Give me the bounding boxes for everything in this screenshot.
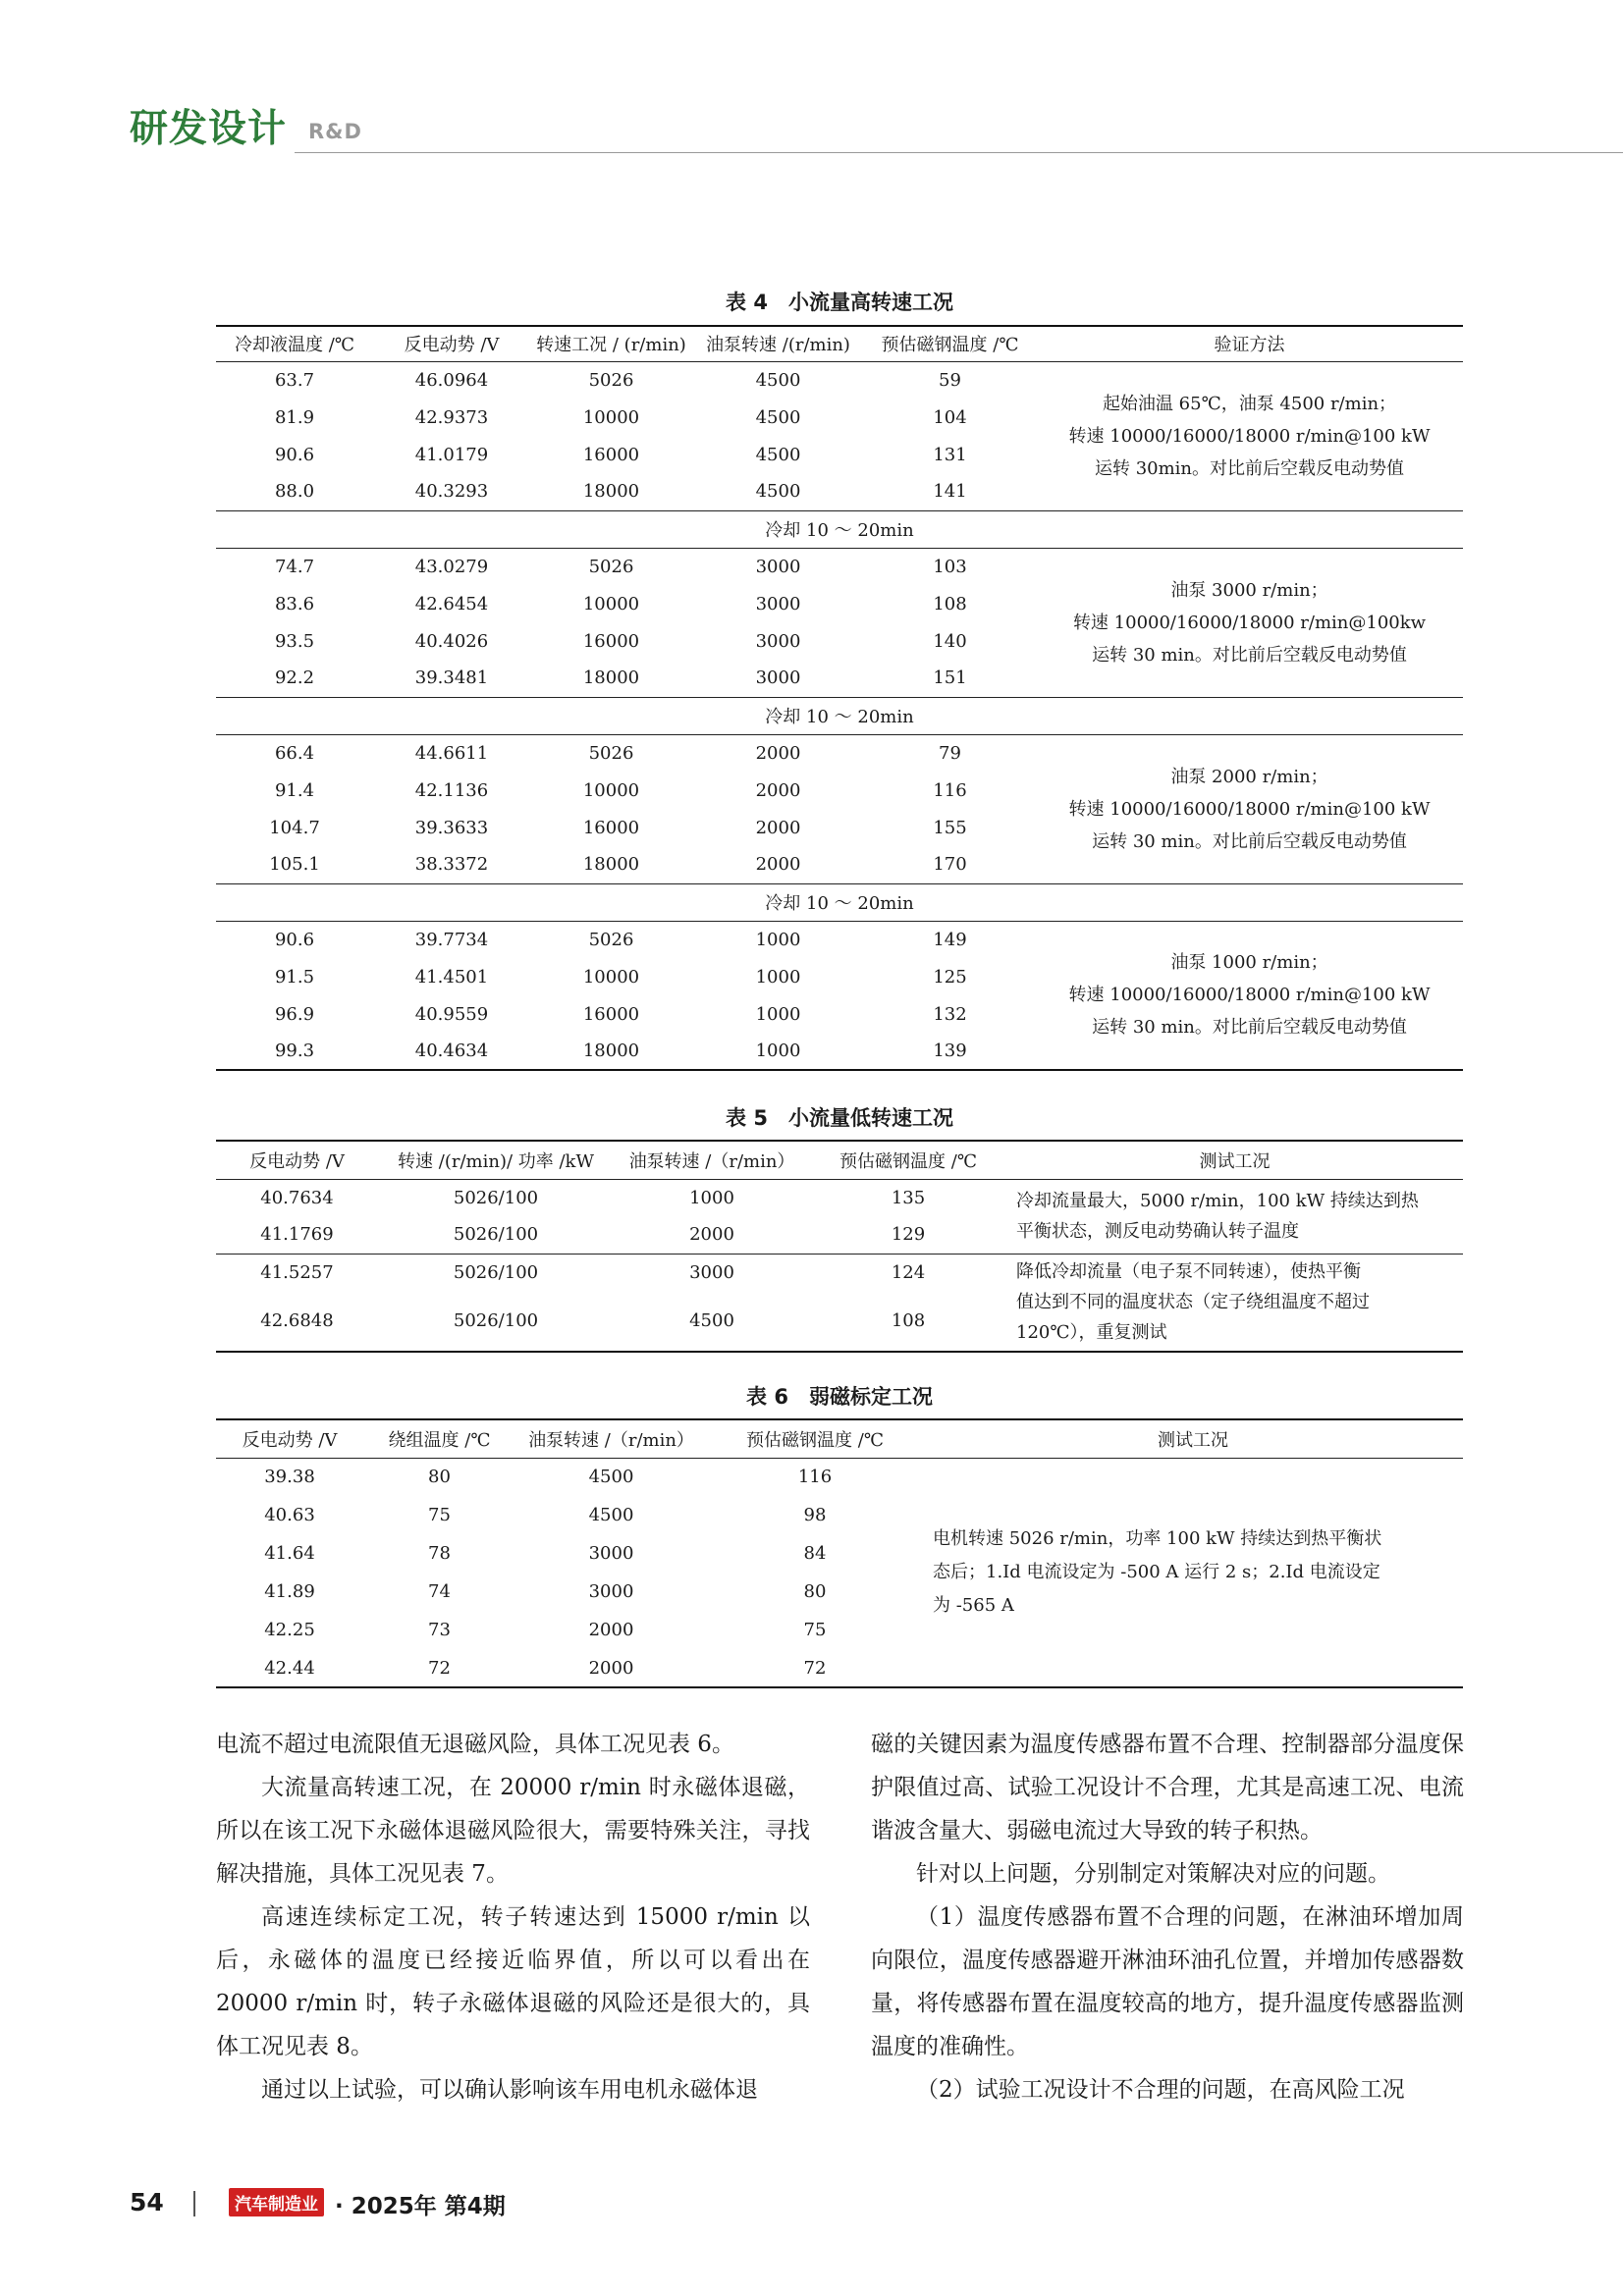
table-cell: 132 bbox=[933, 1003, 967, 1025]
body-paragraph: 针对以上问题，分别制定对策解决对应的问题。 bbox=[916, 1861, 1390, 1887]
column-header: 转速 /(r/min)/ 功率 /kW bbox=[378, 1141, 614, 1179]
table-cell: 1000 bbox=[755, 966, 801, 988]
table-cell: 155 bbox=[933, 817, 967, 838]
table-cell: 135 bbox=[891, 1187, 926, 1208]
table-cell: 42.6848 bbox=[216, 1291, 378, 1352]
table-cell: 2000 bbox=[689, 1224, 734, 1246]
table-cell: 3000 bbox=[588, 1543, 634, 1564]
table-cell: 3000 bbox=[755, 667, 801, 689]
table-cell: 42.25 bbox=[264, 1620, 315, 1640]
table6-caption: 表 6 弱磁标定工况 bbox=[746, 1385, 933, 1409]
method-line: 运转 30 min。对比前后空载反电动势值 bbox=[1092, 830, 1407, 852]
table-cell: 3000 bbox=[755, 556, 801, 577]
table-cell: 10000 bbox=[582, 406, 640, 428]
table-cell: 10000 bbox=[582, 779, 640, 801]
table-cell: 92.2 bbox=[274, 667, 315, 689]
table-cell: 2000 bbox=[755, 817, 801, 838]
column-header: 预估磁钢温度 /℃ bbox=[707, 1419, 923, 1458]
table-row bbox=[216, 1179, 1463, 1216]
table-cell: 63.7 bbox=[274, 369, 315, 391]
table-header-row bbox=[216, 1141, 1463, 1179]
body-paragraph: （1）温度传感器布置不合理的问题，在淋油环增加周向限位，温度传感器避开淋油环油孔位置，并增加传感器数量，将传感器布置在温度较高的地方，提升温度传感器监测温度的准确性。 bbox=[871, 1904, 1464, 2059]
table-cell: 84 bbox=[803, 1543, 827, 1564]
table-cell: 2000 bbox=[755, 854, 801, 876]
table-cell: 40.4026 bbox=[414, 630, 489, 652]
issue-label: · 2025年 第4期 bbox=[335, 2194, 506, 2219]
table-cell: 2000 bbox=[515, 1649, 707, 1687]
table-cell: 83.6 bbox=[274, 593, 315, 614]
table4-caption: 表 4 小流量高转速工况 bbox=[726, 291, 953, 314]
column-header: 验证方法 bbox=[1036, 326, 1463, 361]
test-condition-line: 120℃），重复测试 bbox=[1016, 1322, 1167, 1344]
table-cell: 2000 bbox=[588, 1620, 634, 1640]
table-cell: 18000 bbox=[530, 1033, 692, 1070]
method-line: 转速 10000/16000/18000 r/min@100 kW bbox=[1068, 425, 1431, 447]
table-cell: 108 bbox=[933, 593, 967, 614]
table-cell: 42.44 bbox=[216, 1649, 363, 1687]
table-cell: 141 bbox=[933, 481, 967, 503]
table-cell: 39.7734 bbox=[414, 929, 489, 950]
table-cell: 39.38 bbox=[264, 1467, 315, 1488]
table-cell: 16000 bbox=[582, 630, 640, 652]
test-condition-cell bbox=[923, 1458, 1463, 1687]
table-cell: 40.4634 bbox=[373, 1033, 530, 1070]
table-cell: 108 bbox=[810, 1291, 1006, 1352]
test-condition-cell bbox=[1006, 1254, 1463, 1352]
table-cell: 4500 bbox=[755, 444, 801, 465]
cooling-label: 冷却 10 ～ 20min bbox=[216, 510, 1463, 548]
table-cell: 41.4501 bbox=[414, 966, 489, 988]
column-header: 绕组温度 /℃ bbox=[363, 1419, 515, 1458]
column-header: 反电动势 /V bbox=[373, 326, 530, 361]
table-cell: 40.7634 bbox=[260, 1187, 334, 1208]
table-cell: 18000 bbox=[582, 667, 640, 689]
table-cell: 3000 bbox=[614, 1254, 810, 1291]
table-cell: 2000 bbox=[755, 742, 801, 764]
method-line: 起始油温 65℃，油泵 4500 r/min； bbox=[1102, 393, 1397, 414]
method-line: 油泵 1000 r/min； bbox=[1170, 952, 1328, 974]
method-line: 转速 10000/16000/18000 r/min@100 kW bbox=[1068, 798, 1431, 820]
table-cell: 16000 bbox=[582, 817, 640, 838]
table-cell: 79 bbox=[939, 742, 961, 764]
method-cell bbox=[1036, 361, 1463, 510]
table-cell: 3000 bbox=[755, 593, 801, 614]
table-cell: 1000 bbox=[689, 1187, 734, 1208]
table-cell: 104.7 bbox=[269, 817, 320, 838]
table-cell: 4500 bbox=[755, 481, 801, 503]
table-cell: 40.3293 bbox=[414, 481, 489, 503]
table-cell: 72 bbox=[707, 1649, 923, 1687]
column-header: 冷却液温度 /℃ bbox=[216, 326, 373, 361]
table-cell: 16000 bbox=[582, 1003, 640, 1025]
table-cell: 98 bbox=[803, 1505, 827, 1525]
column-header: 预估磁钢温度 /℃ bbox=[810, 1141, 1006, 1179]
table-cell: 5026/100 bbox=[378, 1254, 614, 1291]
table-cell: 81.9 bbox=[274, 406, 315, 428]
table-cell: 78 bbox=[428, 1543, 451, 1564]
table-cell: 18000 bbox=[582, 481, 640, 503]
table-cell: 41.64 bbox=[264, 1543, 315, 1564]
table-cell: 1000 bbox=[755, 929, 801, 950]
table-cell: 4500 bbox=[588, 1467, 634, 1488]
page-number: 54 bbox=[130, 2188, 164, 2216]
method-line: 油泵 2000 r/min； bbox=[1170, 766, 1328, 787]
table-cell: 42.6454 bbox=[414, 593, 489, 614]
table-cell: 170 bbox=[933, 854, 967, 876]
table-cell: 75 bbox=[803, 1620, 827, 1640]
column-header: 预估磁钢温度 /℃ bbox=[864, 326, 1036, 361]
table-cell: 90.6 bbox=[274, 929, 315, 950]
header-rule bbox=[295, 152, 1623, 153]
table-cell: 5026 bbox=[588, 369, 634, 391]
method-line: 运转 30 min。对比前后空载反电动势值 bbox=[1092, 644, 1407, 666]
body-column-left bbox=[216, 1723, 810, 2111]
body-paragraph: 磁的关键因素为温度传感器布置不合理、控制器部分温度保护限值过高、试验工况设计不合理，尤其是高速工况、电流谐波含量大、弱磁电流过大导致的转子积热。 bbox=[871, 1732, 1464, 1843]
table-cell: 3000 bbox=[588, 1581, 634, 1602]
table-cell: 80 bbox=[803, 1581, 827, 1602]
journal-logo: 汽车制造业 bbox=[229, 2188, 324, 2216]
table-cell: 4500 bbox=[614, 1291, 810, 1352]
column-header: 测试工况 bbox=[1006, 1141, 1463, 1179]
table5 bbox=[216, 1140, 1463, 1353]
table-row bbox=[216, 734, 1463, 772]
table-cell: 80 bbox=[428, 1467, 451, 1488]
table-cell: 42.9373 bbox=[414, 406, 489, 428]
test-condition-line: 态后；1.Id 电流设定为 -500 A 运行 2 s；2.Id 电流设定 bbox=[933, 1561, 1380, 1582]
table-cell: 104 bbox=[933, 406, 967, 428]
table-cell: 5026/100 bbox=[453, 1224, 539, 1246]
column-header: 反电动势 /V bbox=[216, 1141, 378, 1179]
table-cell: 149 bbox=[933, 929, 967, 950]
method-line: 转速 10000/16000/18000 r/min@100 kW bbox=[1068, 985, 1431, 1006]
test-condition-line: 值达到不同的温度状态（定子绕组温度不超过 bbox=[1016, 1292, 1370, 1313]
table-cell: 88.0 bbox=[274, 481, 315, 503]
table-cell: 10000 bbox=[582, 966, 640, 988]
column-header: 测试工况 bbox=[923, 1419, 1463, 1458]
section-subtitle: R&D bbox=[308, 120, 362, 143]
table6 bbox=[216, 1418, 1463, 1688]
table-cell: 43.0279 bbox=[414, 556, 489, 577]
table-cell: 41.5257 bbox=[216, 1254, 378, 1291]
table-cell: 99.3 bbox=[216, 1033, 373, 1070]
test-condition-cell bbox=[1006, 1179, 1463, 1254]
table-cell: 90.6 bbox=[274, 444, 315, 465]
table-cell: 42.1136 bbox=[414, 779, 489, 801]
table-row bbox=[216, 361, 1463, 399]
cooling-label: 冷却 10 ～ 20min bbox=[216, 697, 1463, 734]
table-cell: 116 bbox=[933, 779, 967, 801]
table-cell: 41.0179 bbox=[414, 444, 489, 465]
table-cell: 151 bbox=[933, 667, 967, 689]
column-header: 油泵转速 /（r/min） bbox=[614, 1141, 810, 1179]
test-condition-line: 为 -565 A bbox=[933, 1594, 1014, 1616]
table-cell: 139 bbox=[864, 1033, 1036, 1070]
table-cell: 5026/100 bbox=[378, 1291, 614, 1352]
table-cell: 5026 bbox=[588, 556, 634, 577]
table-cell: 73 bbox=[428, 1620, 451, 1640]
table-cell: 129 bbox=[891, 1224, 926, 1246]
body-paragraph: 高速连续标定工况，转子转速达到 15000 r/min 以后，永磁体的温度已经接近临界值，所以可以看出在 20000 r/min 时，转子永磁体退磁的风险还是很大的，具体工况见表 8。 bbox=[216, 1904, 810, 2059]
table-cell: 74.7 bbox=[274, 556, 315, 577]
table-cell: 72 bbox=[363, 1649, 515, 1687]
table-cell: 4500 bbox=[755, 369, 801, 391]
table-cell: 91.5 bbox=[274, 966, 315, 988]
method-cell bbox=[1036, 734, 1463, 883]
method-cell bbox=[1036, 548, 1463, 697]
table-cell: 5026 bbox=[588, 929, 634, 950]
section-title: 研发设计 bbox=[130, 107, 288, 151]
table-cell: 125 bbox=[933, 966, 967, 988]
body-column-right bbox=[871, 1723, 1464, 2111]
body-paragraph: 通过以上试验，可以确认影响该车用电机永磁体退 bbox=[261, 2077, 758, 2103]
table4 bbox=[216, 325, 1463, 1071]
table-cell: 66.4 bbox=[274, 742, 315, 764]
table-cell: 41.89 bbox=[264, 1581, 315, 1602]
cooling-row bbox=[216, 883, 1463, 921]
method-line: 运转 30min。对比前后空载反电动势值 bbox=[1094, 457, 1405, 479]
table-header-row bbox=[216, 326, 1463, 361]
table-header-row bbox=[216, 1419, 1463, 1458]
body-paragraph: （2）试验工况设计不合理的问题，在高风险工况 bbox=[916, 2077, 1405, 2103]
table-cell: 131 bbox=[933, 444, 967, 465]
table-cell: 93.5 bbox=[274, 630, 315, 652]
table-cell: 4500 bbox=[588, 1505, 634, 1525]
table-cell: 4500 bbox=[755, 406, 801, 428]
table-cell: 124 bbox=[810, 1254, 1006, 1291]
method-cell bbox=[1036, 921, 1463, 1070]
table-cell: 1000 bbox=[755, 1003, 801, 1025]
table-cell: 46.0964 bbox=[414, 369, 489, 391]
table-cell: 40.9559 bbox=[414, 1003, 489, 1025]
table-cell: 116 bbox=[797, 1467, 833, 1488]
test-condition-line: 平衡状态，测反电动势确认转子温度 bbox=[1016, 1221, 1299, 1242]
table-cell: 74 bbox=[428, 1581, 451, 1602]
table-cell: 44.6611 bbox=[414, 742, 489, 764]
cooling-label: 冷却 10 ～ 20min bbox=[216, 883, 1463, 921]
table-cell: 39.3481 bbox=[414, 667, 489, 689]
table-cell: 105.1 bbox=[269, 854, 320, 876]
table-row bbox=[216, 1458, 1463, 1496]
table-row bbox=[216, 921, 1463, 958]
table-cell: 59 bbox=[939, 369, 961, 391]
table-cell: 96.9 bbox=[274, 1003, 315, 1025]
table-cell: 3000 bbox=[755, 630, 801, 652]
column-header: 油泵转速 /（r/min） bbox=[515, 1419, 707, 1458]
body-paragraph: 电流不超过电流限值无退磁风险，具体工况见表 6。 bbox=[216, 1732, 734, 1757]
column-header: 油泵转速 /(r/min) bbox=[692, 326, 864, 361]
table-row bbox=[216, 548, 1463, 585]
test-condition-line: 冷却流量最大，5000 r/min，100 kW 持续达到热 bbox=[1016, 1191, 1419, 1211]
table-cell: 75 bbox=[428, 1505, 451, 1525]
table-cell: 38.3372 bbox=[414, 854, 489, 876]
table-cell: 140 bbox=[933, 630, 967, 652]
table-cell: 16000 bbox=[582, 444, 640, 465]
table-cell: 18000 bbox=[582, 854, 640, 876]
body-paragraph: 大流量高转速工况，在 20000 r/min 时永磁体退磁，所以在该工况下永磁体退磁风险很大，需要特殊关注，寻找解决措施，具体工况见表 7。 bbox=[216, 1775, 810, 1887]
table-cell: 41.1769 bbox=[260, 1224, 334, 1246]
table-cell: 10000 bbox=[582, 593, 640, 614]
table-cell: 1000 bbox=[692, 1033, 864, 1070]
table-cell: 5026/100 bbox=[453, 1187, 539, 1208]
table-cell: 91.4 bbox=[274, 779, 315, 801]
cooling-row bbox=[216, 510, 1463, 548]
table-cell: 40.63 bbox=[264, 1505, 315, 1525]
table-row bbox=[216, 1254, 1463, 1291]
column-header: 转速工况 / (r/min) bbox=[530, 326, 692, 361]
method-line: 转速 10000/16000/18000 r/min@100kw bbox=[1072, 612, 1427, 633]
test-condition-line: 降低冷却流量（电子泵不同转速），使热平衡 bbox=[1016, 1261, 1361, 1283]
method-line: 油泵 3000 r/min； bbox=[1170, 579, 1328, 601]
cooling-row bbox=[216, 697, 1463, 734]
column-header: 反电动势 /V bbox=[216, 1419, 363, 1458]
footer-divider bbox=[193, 2191, 195, 2216]
test-condition-line: 电机转速 5026 r/min，功率 100 kW 持续达到热平衡状 bbox=[933, 1527, 1382, 1549]
table-cell: 5026 bbox=[588, 742, 634, 764]
table-cell: 103 bbox=[933, 556, 967, 577]
method-line: 运转 30 min。对比前后空载反电动势值 bbox=[1092, 1017, 1407, 1039]
table-cell: 39.3633 bbox=[414, 817, 489, 838]
table5-caption: 表 5 小流量低转速工况 bbox=[726, 1106, 953, 1130]
table-cell: 2000 bbox=[755, 779, 801, 801]
